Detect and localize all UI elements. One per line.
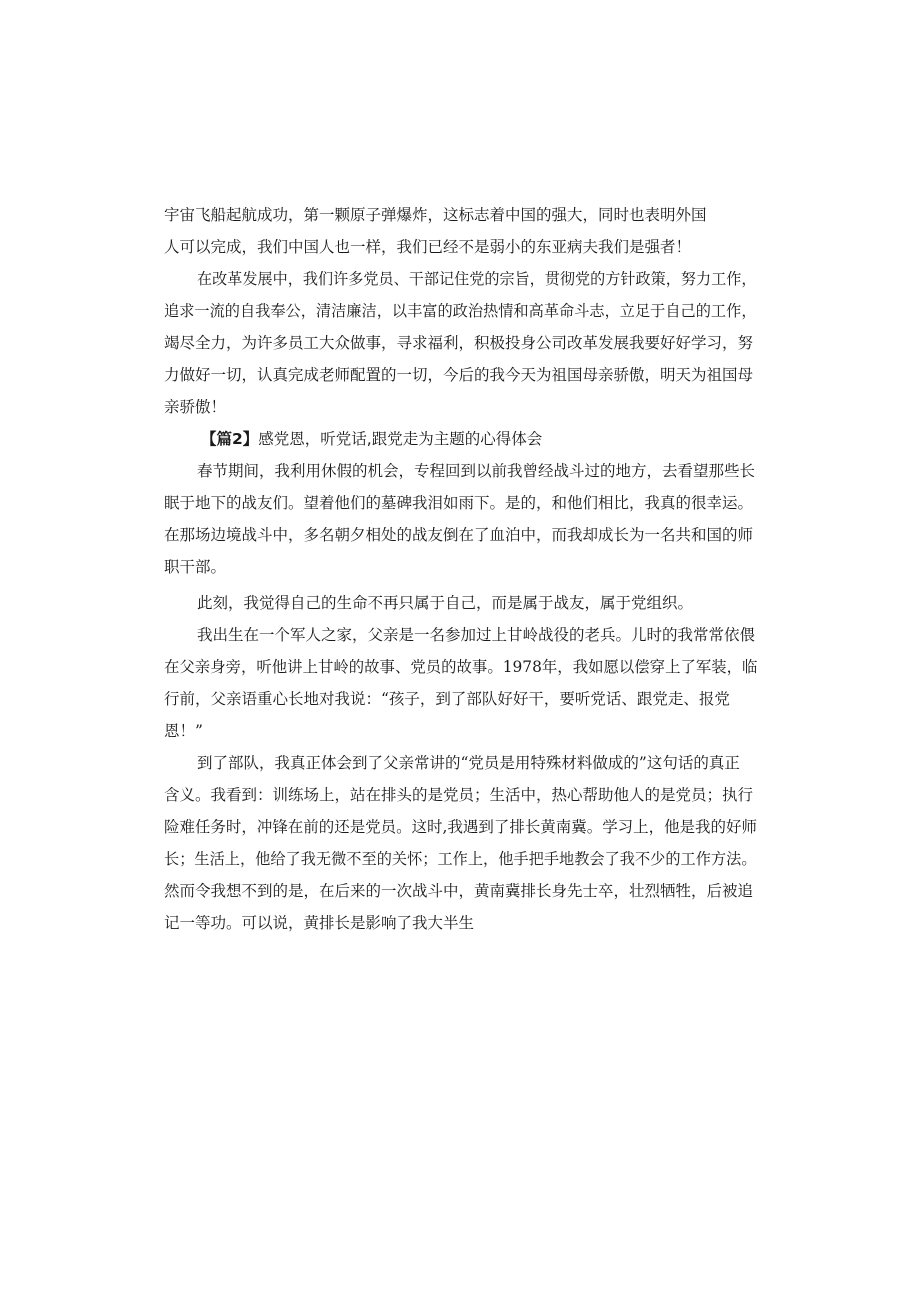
paragraph-line: 然而令我想不到的是，在后来的一次战斗中，黄南冀排长身先士卒，壮烈牺牲，后被追 bbox=[164, 882, 754, 900]
section-heading bbox=[201, 429, 542, 449]
paragraph-line: 到了部队，我真正体会到了父亲常讲的“党员是用特殊材料做成的”这句话的真正 bbox=[197, 754, 740, 772]
paragraph-line: 人可以完成，我们中国人也一样，我们已经不是弱小的东亚病夫我们是强者！ bbox=[164, 238, 692, 256]
paragraph-line: 眠于地下的战友们。望着他们的墓碑我泪如雨下。是的，和他们相比，我真的很幸运。 bbox=[164, 494, 754, 512]
paragraph-line: 记一等功。可以说，黄排长是影响了我大半生 bbox=[164, 914, 475, 932]
paragraph-line: 春节期间，我利用休假的机会，专程回到以前我曾经战斗过的地方，去看望那些长 bbox=[197, 462, 756, 480]
paragraph-line: 此刻，我觉得自己的生命不再只属于自己，而是属于战友，属于党组织。 bbox=[197, 594, 694, 612]
paragraph-line: 长；生活上，他给了我无微不至的关怀；工作上，他手把手地教会了我不少的工作方法。 bbox=[164, 850, 757, 868]
paragraph-line: 在父亲身旁，听他讲上甘岭的故事、党员的故事。1978年，我如愿以偿穿上了军装，临 bbox=[164, 658, 758, 676]
paragraph-line: 我出生在一个军人之家，父亲是一名参加过上甘岭战役的老兵。儿时的我常常依偎 bbox=[197, 626, 756, 644]
paragraph-line: 在那场边境战斗中，多名朝夕相处的战友倒在了血泊中，而我却成长为一名共和国的师 bbox=[164, 526, 754, 544]
section-number: 【篇2】 bbox=[201, 430, 259, 448]
paragraph-line: 在改革发展中，我们许多党员、干部记住党的宗旨，贯彻党的方针政策，努力工作， bbox=[197, 270, 757, 288]
paragraph-line: 宇宙飞船起航成功，第一颗原子弹爆炸，这标志着中国的强大，同时也表明外国 bbox=[164, 206, 707, 224]
paragraph-line: 恩！” bbox=[164, 722, 203, 740]
paragraph-line: 险难任务时，冲锋在前的还是党员。这时,我遇到了排长黄南冀。学习上，他是我的好师 bbox=[164, 818, 757, 836]
paragraph-line: 力做好一切，认真完成老师配置的一切，今后的我今天为祖国母亲骄傲，明天为祖国母 bbox=[164, 366, 754, 384]
section-title: 感党恩，听党话,跟党走为主题的心得体会 bbox=[258, 430, 543, 448]
paragraph-line: 竭尽全力，为许多员工大众做事，寻求福利，积极投身公司改革发展我要好好学习，努 bbox=[164, 334, 754, 352]
paragraph-line: 追求一流的自我奉公，清洁廉洁，以丰富的政治热情和高革命斗志，立足于自己的工作， bbox=[164, 302, 757, 320]
paragraph-line: 亲骄傲！ bbox=[164, 398, 227, 416]
paragraph-line: 含义。我看到：训练场上，站在排头的是党员；生活中，热心帮助他人的是党员；执行 bbox=[164, 786, 754, 804]
paragraph-line: 职干部。 bbox=[164, 558, 227, 576]
paragraph-line: 行前，父亲语重心长地对我说：“孩子，到了部队好好干，要听党话、跟党走、报党 bbox=[164, 690, 730, 708]
